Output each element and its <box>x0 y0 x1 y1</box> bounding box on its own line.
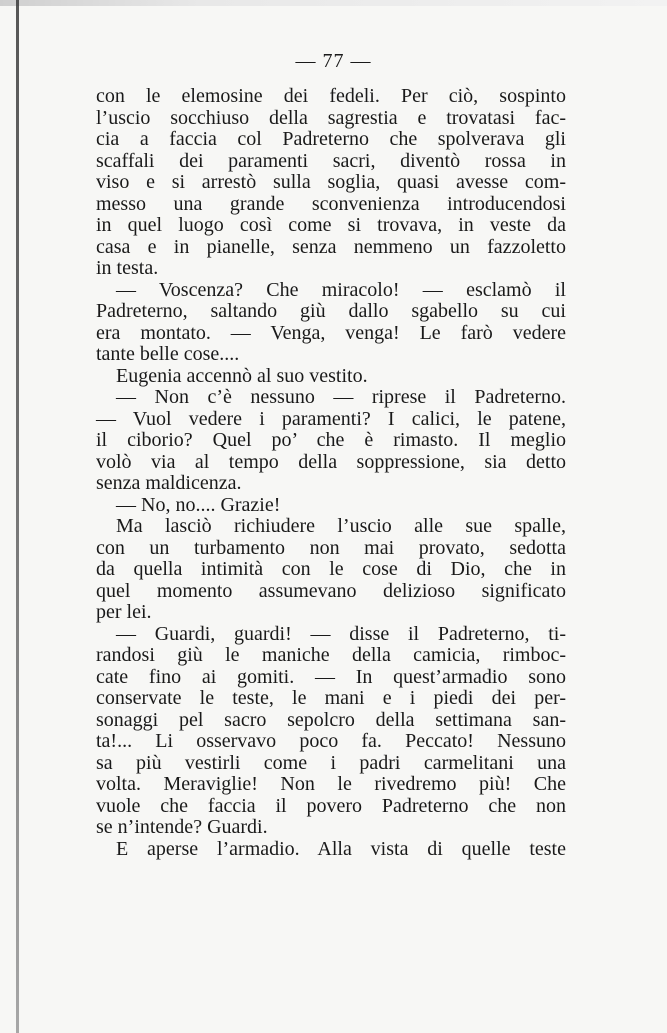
text-line: con un turbamento non mai provato, sedotta <box>96 536 566 559</box>
text-line: senza maldicenza. <box>96 472 242 494</box>
page-number: — 77 — <box>295 50 372 72</box>
text-line: sa più vestirli come i padri carmelitani una <box>96 751 566 774</box>
text-line: per lei. <box>96 601 152 623</box>
text-line: randosi giù le maniche della camicia, rimboc- <box>96 644 566 666</box>
text-line: ta!... Li osservavo poco fa. Peccato! Nessuno <box>96 730 566 752</box>
text-line: E aperse l’armadio. Alla vista di quelle teste <box>116 837 566 860</box>
text-line: l’uscio socchiuso della sagrestia e trovatasi fac- <box>96 106 566 129</box>
text-line: cate fino ai gomiti. — In quest’armadio sono <box>96 665 566 688</box>
text-line: se n’intende? Guardi. <box>96 816 268 838</box>
body-text <box>96 86 566 860</box>
text-line: — Vuol vedere i paramenti? I calici, le patene, <box>96 407 566 430</box>
text-line: in testa. <box>96 257 159 279</box>
text-line: Eugenia accennò al suo vestito. <box>116 364 368 387</box>
text-line: conservate le teste, le mani e i piedi dei per- <box>96 687 566 709</box>
text-line: volò via al tempo della soppressione, sia detto <box>96 450 566 473</box>
text-line: Ma lasciò richiudere l’uscio alle sue spalle, <box>116 515 566 537</box>
text-line: — Voscenza? Che miracolo! — esclamò il <box>116 278 566 301</box>
text-line: tante belle cose.... <box>96 343 240 365</box>
text-line: quel momento assumevano delizioso significato <box>96 579 566 602</box>
text-line: in quel luogo così come si trovava, in veste da <box>96 214 566 236</box>
text-line: con le elemosine dei fedeli. Per ciò, sospinto <box>96 85 566 107</box>
text-line: scaffali dei paramenti sacri, diventò rossa in <box>96 149 566 172</box>
text-line: volta. Meraviglie! Non le rivedremo più! Che <box>96 773 566 795</box>
page-binding-edge <box>16 0 19 1033</box>
text-line: cia a faccia col Padreterno che spolverava gli <box>96 128 566 150</box>
text-line: viso e si arrestò sulla soglia, quasi avesse com- <box>96 171 566 193</box>
text-line: — No, no.... Grazie! <box>116 493 281 516</box>
text-line: vuole che faccia il povero Padreterno che non <box>96 794 566 817</box>
text-line: — Guardi, guardi! — disse il Padreterno, ti- <box>116 622 566 645</box>
text-line: era montato. — Venga, venga! Le farò vedere <box>96 321 566 344</box>
text-line: messo una grande sconvenienza introducendosi <box>96 192 566 215</box>
text-line: — Non c’è nessuno — riprese il Padreterno. <box>116 386 566 408</box>
text-line: casa e in pianelle, senza nemmeno un fazzoletto <box>96 235 566 258</box>
text-line: da quella intimità con le cose di Dio, che in <box>96 558 566 580</box>
text-line: Padreterno, saltando giù dallo sgabello su cui <box>96 300 566 322</box>
page-top-edge <box>0 0 667 6</box>
text-line: sonaggi pel sacro sepolcro della settimana san- <box>96 708 566 731</box>
text-line: il ciborio? Quel po’ che è rimasto. Il meglio <box>96 429 566 451</box>
